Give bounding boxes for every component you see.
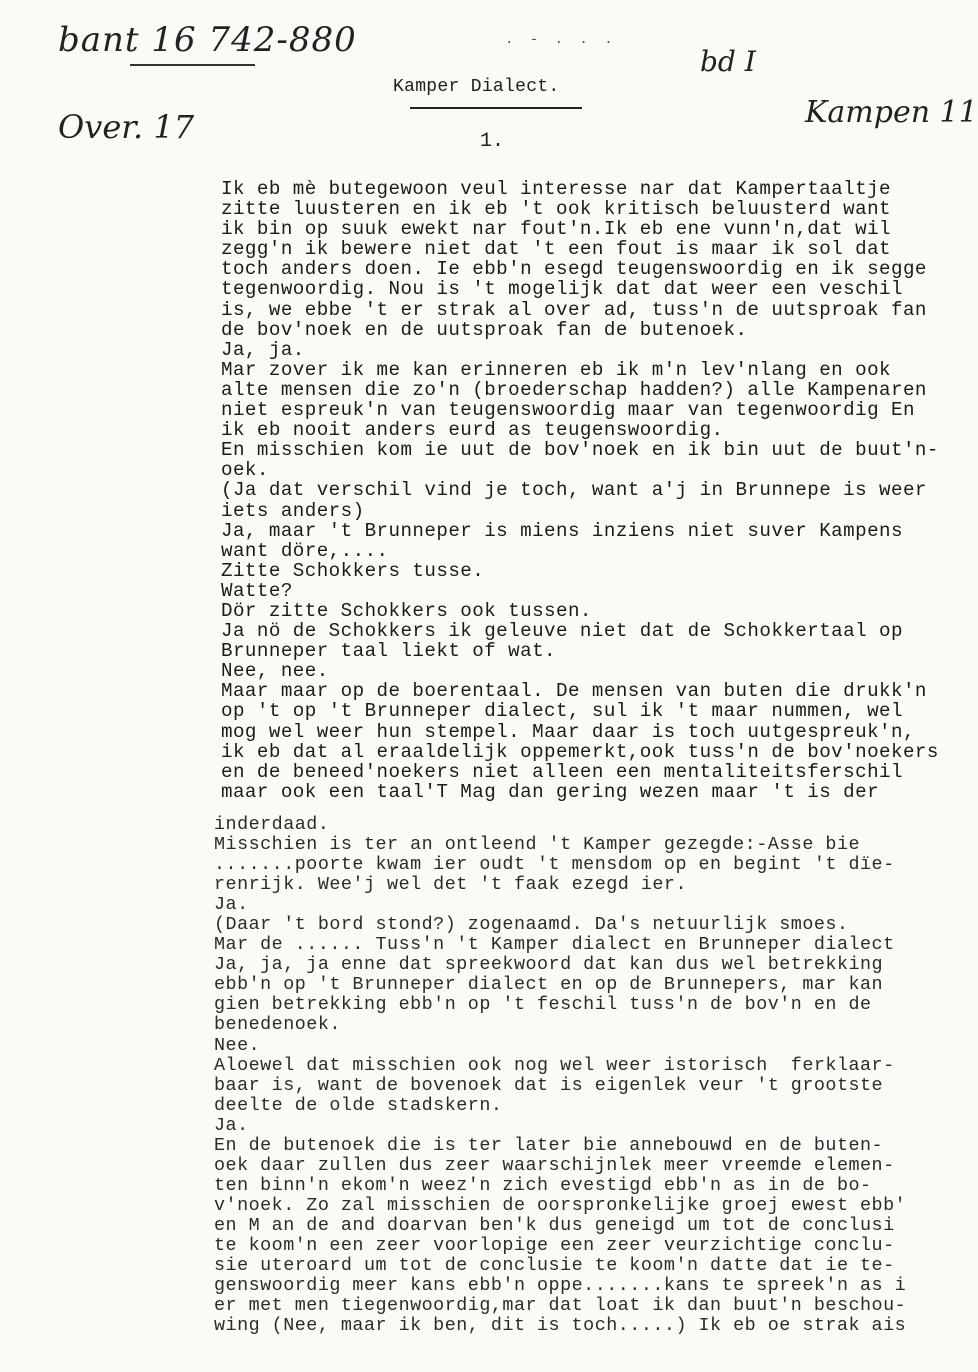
transcript-line: Nee. [214,1034,261,1056]
transcript-line: sie uteroard um tot de conclusie te koom'n datte dat ie te- [214,1255,895,1277]
transcript-line: Ja. [214,894,249,916]
transcript-line: En de butenoek die is ter later bie annebouwd en de buten- [214,1134,884,1156]
transcript-line: wing (Nee, maar ik ben, dit is toch.....) Ik eb oe strak ais [214,1315,907,1337]
handwritten-archive-reference: bant 16 742-880 [58,20,357,60]
transcript-line: Watte? [221,579,293,602]
transcript-line: Ja, ja. [221,338,305,361]
transcript-line: oek daar zullen dus zeer waarschijnlek meer vreemde elemen- [214,1154,895,1176]
transcript-line: Dör zitte Schokkers ook tussen. [221,599,592,622]
transcript-line: benedenoek. [214,1014,341,1036]
title-underline [410,107,582,109]
transcript-line: v'noek. Zo zal misschien de oorspronkelijke groej ewest ebb' [214,1194,907,1216]
transcript-line: tegenwoordig. Nou is 't mogelijk dat dat weer een veschil [221,278,903,301]
transcript-line: (Daar 't bord stond?) zogenaamd. Da's netuurlijk smoes. [214,914,849,936]
transcript-block-1 [221,179,939,802]
transcript-line: Mar de ...... Tuss'n 't Kamper dialect en Brunneper dialect [214,934,895,956]
transcript-line: mog wel weer hun stempel. Maar daar is toch uutgespreuk'n, [221,720,915,743]
transcript-line: renrijk. Wee'j wel det 't faak ezegd ier. [214,874,687,896]
transcript-line: niet espreuk'n van teugenswoordig maar van tegenwoordig En [221,399,915,422]
transcript-line: En misschien kom ie uut de bov'noek en ik bin uut de buut'n- [221,439,939,462]
handwritten-top-right-note: bd I [700,45,756,78]
transcript-line: Misschien is ter an ontleend 't Kamper gezegde:-Asse bie [214,834,861,856]
transcript-line: (Ja dat verschil vind je toch, want a'j in Brunnepe is weer [221,479,927,502]
transcript-line: ebb'n op 't Brunneper dialect en op de Brunnepers, mar kan [214,974,884,996]
transcript-line: op 't op 't Brunneper dialect, sul ik 't maar nummen, wel [221,700,903,723]
transcript-line: Brunneper taal liekt of wat. [221,640,557,663]
handwritten-underline [130,64,255,66]
transcript-line: maar ook een taal'T Mag dan gering wezen maar 't is der [221,780,880,803]
transcript-block-2 [214,815,906,1336]
transcript-line: alte mensen die zo'n (broederschap hadden?) alle Kampenaren [221,378,927,401]
transcript-line: .......poorte kwam ier oudt 't mensdom op en begint 't dïe- [214,854,895,876]
transcript-line: ik eb dat al eraaldelijk oppemerkt,ook tuss'n de bov'noekers [221,740,939,763]
transcript-line: en de beneed'noekers niet alleen een mentaliteitsferschil [221,760,903,783]
transcript-line: en M an de and doarvan ben'k dus geneigd um tot de conclusi [214,1214,895,1236]
transcript-line: zegg'n ik bewere niet dat 't een fout is maar ik sol dat [221,238,892,261]
handwritten-place-note: Kampen 11 [805,95,978,130]
transcript-line: iets anders) [221,499,365,522]
stray-dots: . - . . . [505,32,617,48]
transcript-line: ten binn'n ekom'n weez'n zich evestigd ebb'n as in de bo- [214,1174,872,1196]
transcript-line: oek. [221,459,269,482]
transcript-line: Maar maar op de boerentaal. De mensen van buten die drukk'n [221,680,927,703]
document-title: Kamper Dialect. [393,77,560,97]
transcript-line: Ja, ja, ja enne dat spreekwoord dat kan dus wel betrekking [214,954,884,976]
transcript-line: want döre,.... [221,539,389,562]
transcript-line: Mar zover ik me kan erinneren eb ik m'n lev'nlang en ook [221,358,892,381]
transcript-line: gien betrekking ebb'n op 't feschil tuss'n de bov'n en de [214,994,872,1016]
transcript-line: Ja nö de Schokkers ik geleuve niet dat de Schokkertaal op [221,620,903,643]
transcript-line: Ja. [214,1114,249,1136]
transcript-line: toch anders doen. Ie ebb'n esegd teugenswoordig en ik segge [221,258,927,281]
transcript-line: de bov'noek en de uutsproak fan de butenoek. [221,318,748,341]
transcript-line: ik bin op suuk ewekt nar fout'n.Ik eb ene vunn'n,dat wil [221,218,892,241]
transcript-line: te koom'n een zeer voorlopige een zeer veurzichtige conclu- [214,1234,895,1256]
transcript-line: Zitte Schokkers tusse. [221,559,485,582]
transcript-line: inderdaad. [214,814,330,835]
page-number: 1. [480,130,505,153]
transcript-line: Aloewel dat misschien ook nog wel weer istorisch ferklaar- [214,1054,895,1076]
transcript-line: deelte de olde stadskern. [214,1094,503,1116]
transcript-line: Ik eb mè butegewoon veul interesse nar dat Kampertaaltje [221,178,892,200]
transcript-line: er met men tiegenwoordig,mar dat loat ik dan buut'n beschou- [214,1295,907,1317]
transcript-line: zitte luusteren en ik eb 't ook kritisch beluusterd want [221,198,892,221]
transcript-line: genswoordig meer kans ebb'n oppe.......kans te spreek'n as i [214,1275,907,1297]
transcript-line: Ja, maar 't Brunneper is miens inziens niet suver Kampens [221,519,903,542]
transcript-line: Nee, nee. [221,660,329,683]
handwritten-left-note: Over. 17 [58,108,195,146]
transcript-line: ik eb nooit anders eurd as teugenswoordig. [221,419,724,442]
transcript-line: is, we ebbe 't er strak al over ad, tuss'n de uutsproak fan [221,298,927,321]
transcript-line: baar is, want de bovenoek dat is eigenlek veur 't grootste [214,1074,884,1096]
